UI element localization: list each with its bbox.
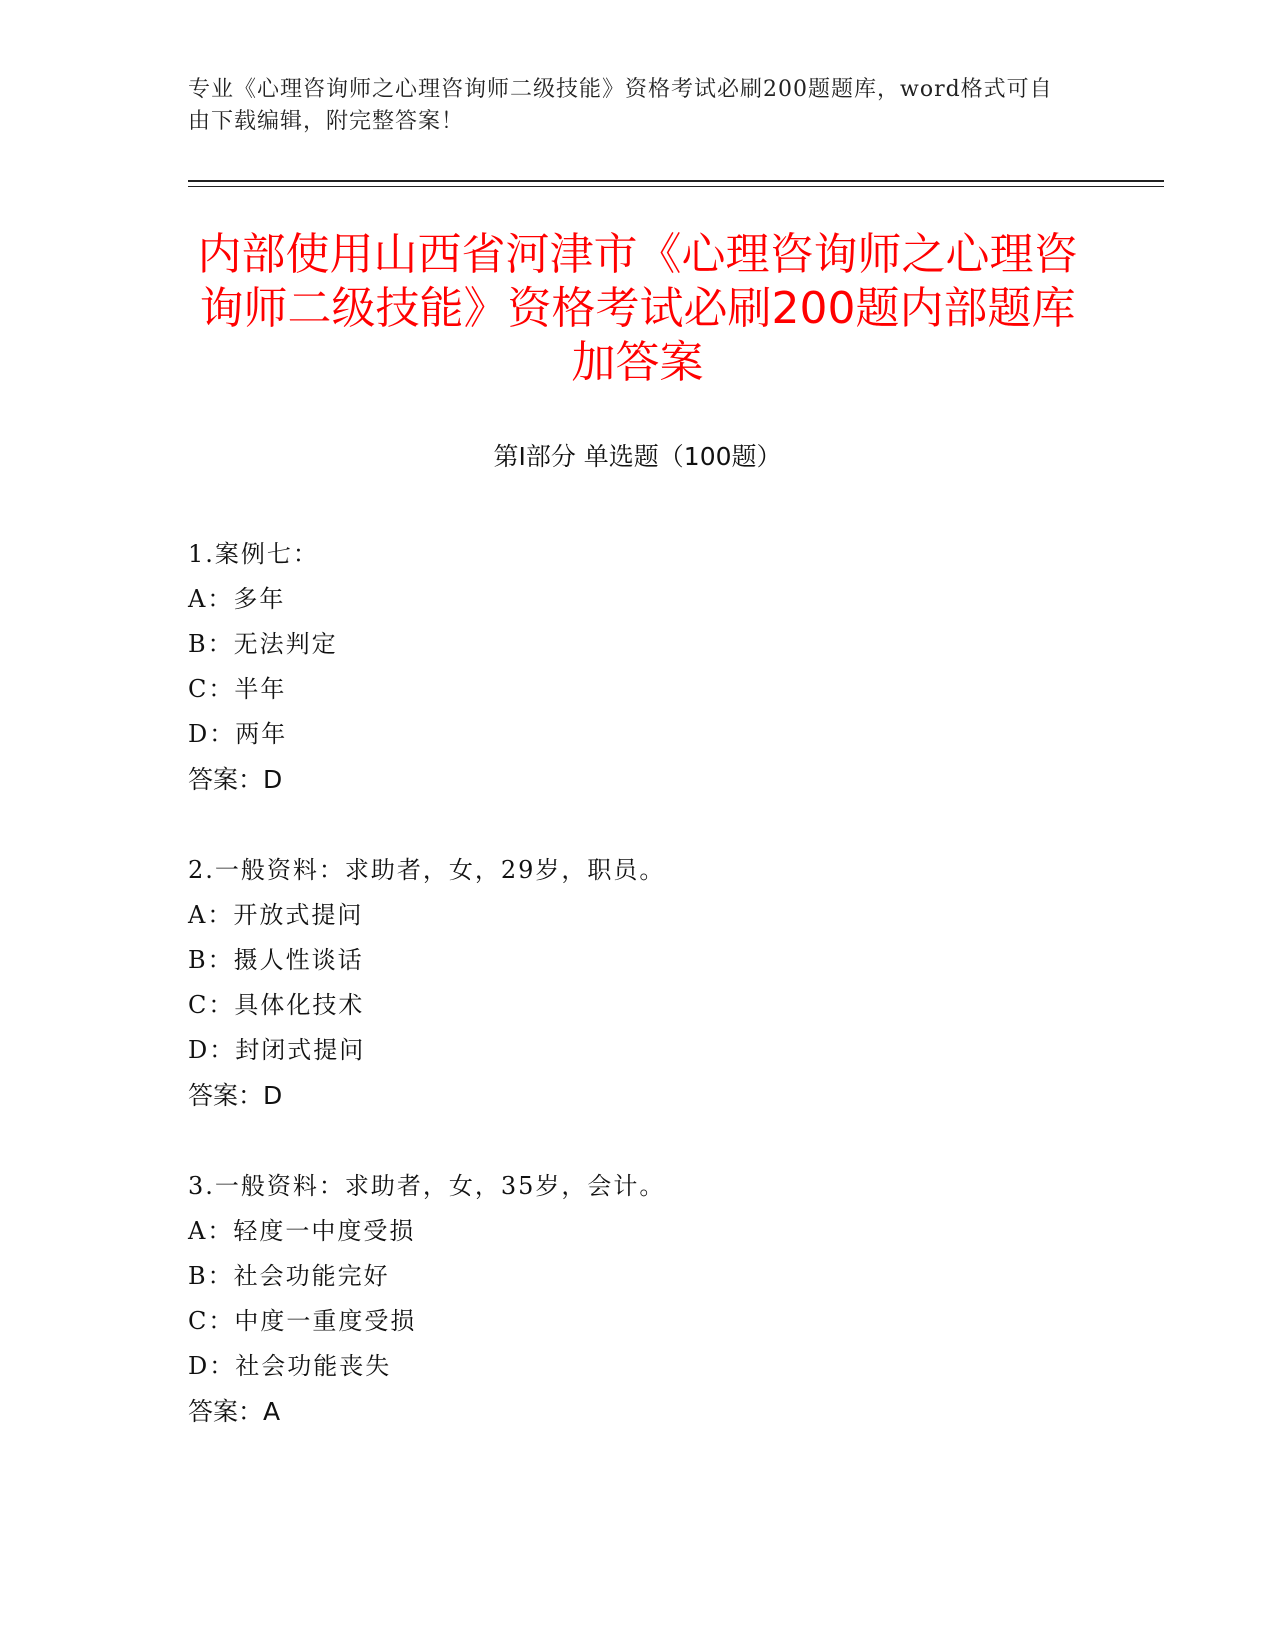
header-divider-thin (188, 186, 1164, 187)
answer-line: 答案：A (188, 1397, 281, 1426)
section-title: 第I部分 单选题（100题） (493, 442, 782, 471)
question-3 (188, 1164, 1148, 1434)
option-b: B：无法判定 (188, 630, 338, 658)
option-c: C：中度一重度受损 (188, 1307, 417, 1335)
option-a: A：开放式提问 (188, 901, 364, 929)
question-stem: 2.一般资料：求助者，女，29岁，职员。 (188, 856, 666, 884)
option-d: D：社会功能丧失 (188, 1352, 392, 1380)
option-b: B：摄人性谈话 (188, 946, 364, 974)
document-title: 内部使用山西省河津市《心理咨询师之心理咨询师二级技能》资格考试必刷200题内部题库加答案 (197, 229, 1078, 388)
option-a: A：多年 (188, 585, 286, 613)
answer-line: 答案：D (188, 765, 283, 794)
option-d: D：两年 (188, 720, 288, 748)
question-list (188, 532, 1148, 1480)
option-c: C：具体化技术 (188, 991, 365, 1019)
header-note: 专业《心理咨询师之心理咨询师二级技能》资格考试必刷200题题库，word格式可自由下载编辑，附完整答案！ (188, 77, 1053, 134)
option-b: B：社会功能完好 (188, 1262, 390, 1290)
question-stem: 3.一般资料：求助者，女，35岁，会计。 (188, 1172, 666, 1200)
option-d: D：封闭式提问 (188, 1036, 366, 1064)
question-1 (188, 532, 1148, 802)
option-c: C：半年 (188, 675, 287, 703)
option-a: A：轻度一中度受损 (188, 1217, 416, 1245)
question-2 (188, 848, 1148, 1118)
answer-line: 答案：D (188, 1081, 283, 1110)
question-stem: 1.案例七： (188, 540, 319, 568)
header-divider (188, 180, 1164, 182)
